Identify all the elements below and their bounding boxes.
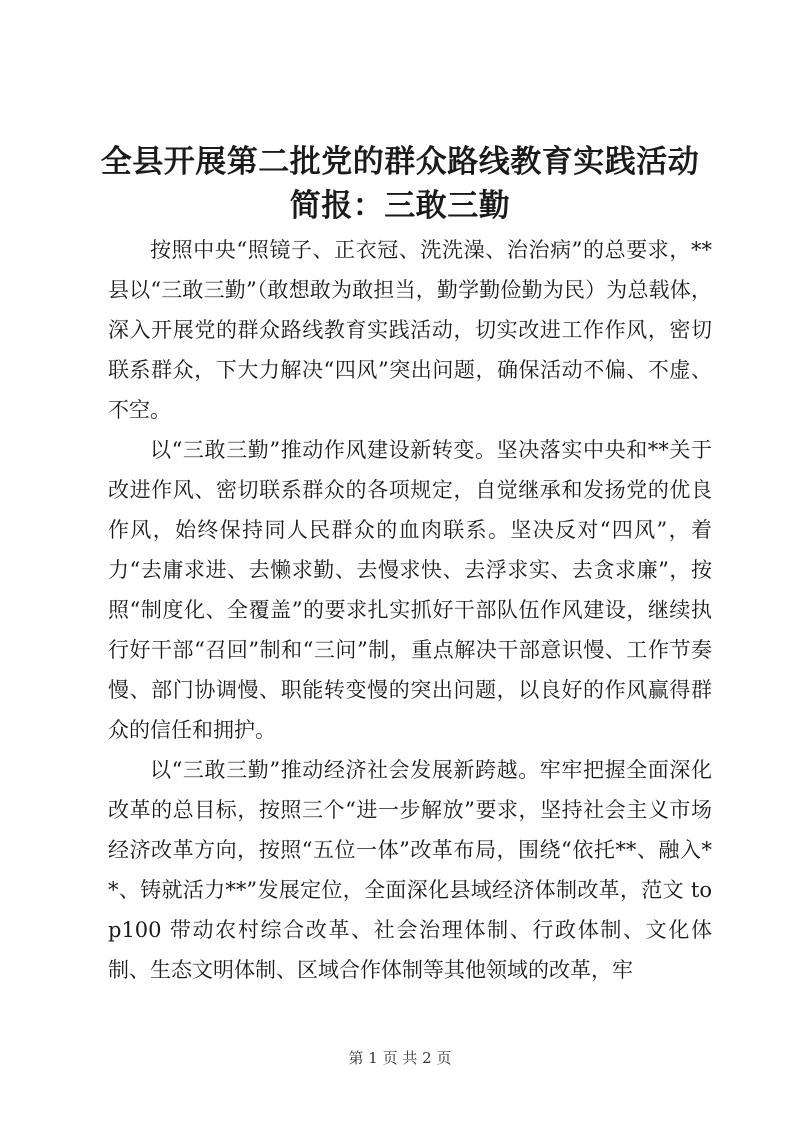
document-title: 全县开展第二批党的群众路线教育实践活动简报：三敢三勤: [100, 144, 700, 224]
page-footer: 第 1 页 共 2 页: [348, 1049, 452, 1067]
paragraph-3: 以“三敢三勤”推动经济社会发展新跨越。牢牢把握全面深化改革的总目标，按照三个“进一步解放”要求，坚持社会主义市场经济改革方向，按照“五位一体”改革布局，围绕“依托**、融入**、铸就活力**”发展定位，全面深化县域经济体制改革，范文 top100 带动农村综合改革、社会治理体制、行政体制、文化体制、生态文明体制、区域合作体制等其他领域的改革，牢: [108, 758, 712, 982]
paragraph-1: 按照中央“照镜子、正衣冠、洗洗澡、治治病”的总要求，**县以“三敢三勤”（敢想敢为敢担当，勤学勤俭勤为民）为总载体，深入开展党的群众路线教育实践活动，切实改进工作作风，密切联系群众，下大力解决“四风”突出问题，确保活动不偏、不虚、不空。: [108, 238, 712, 422]
document-body: [108, 230, 712, 990]
paragraph-2: 以“三敢三勤”推动作风建设新转变。坚决落实中央和**关于改进作风、密切联系群众的各项规定，自觉继承和发扬党的优良作风，始终保持同人民群众的血肉联系。坚决反对“四风”，着力“去庸求进、去懒求勤、去慢求快、去浮求实、去贪求廉”，按照“制度化、全覆盖”的要求扎实抓好干部队伍作风建设，继续执行好干部“召回”制和“三问”制，重点解决干部意识慢、工作节奏慢、部门协调慢、职能转变慢的突出问题，以良好的作风赢得群众的信任和拥护。: [108, 438, 712, 742]
